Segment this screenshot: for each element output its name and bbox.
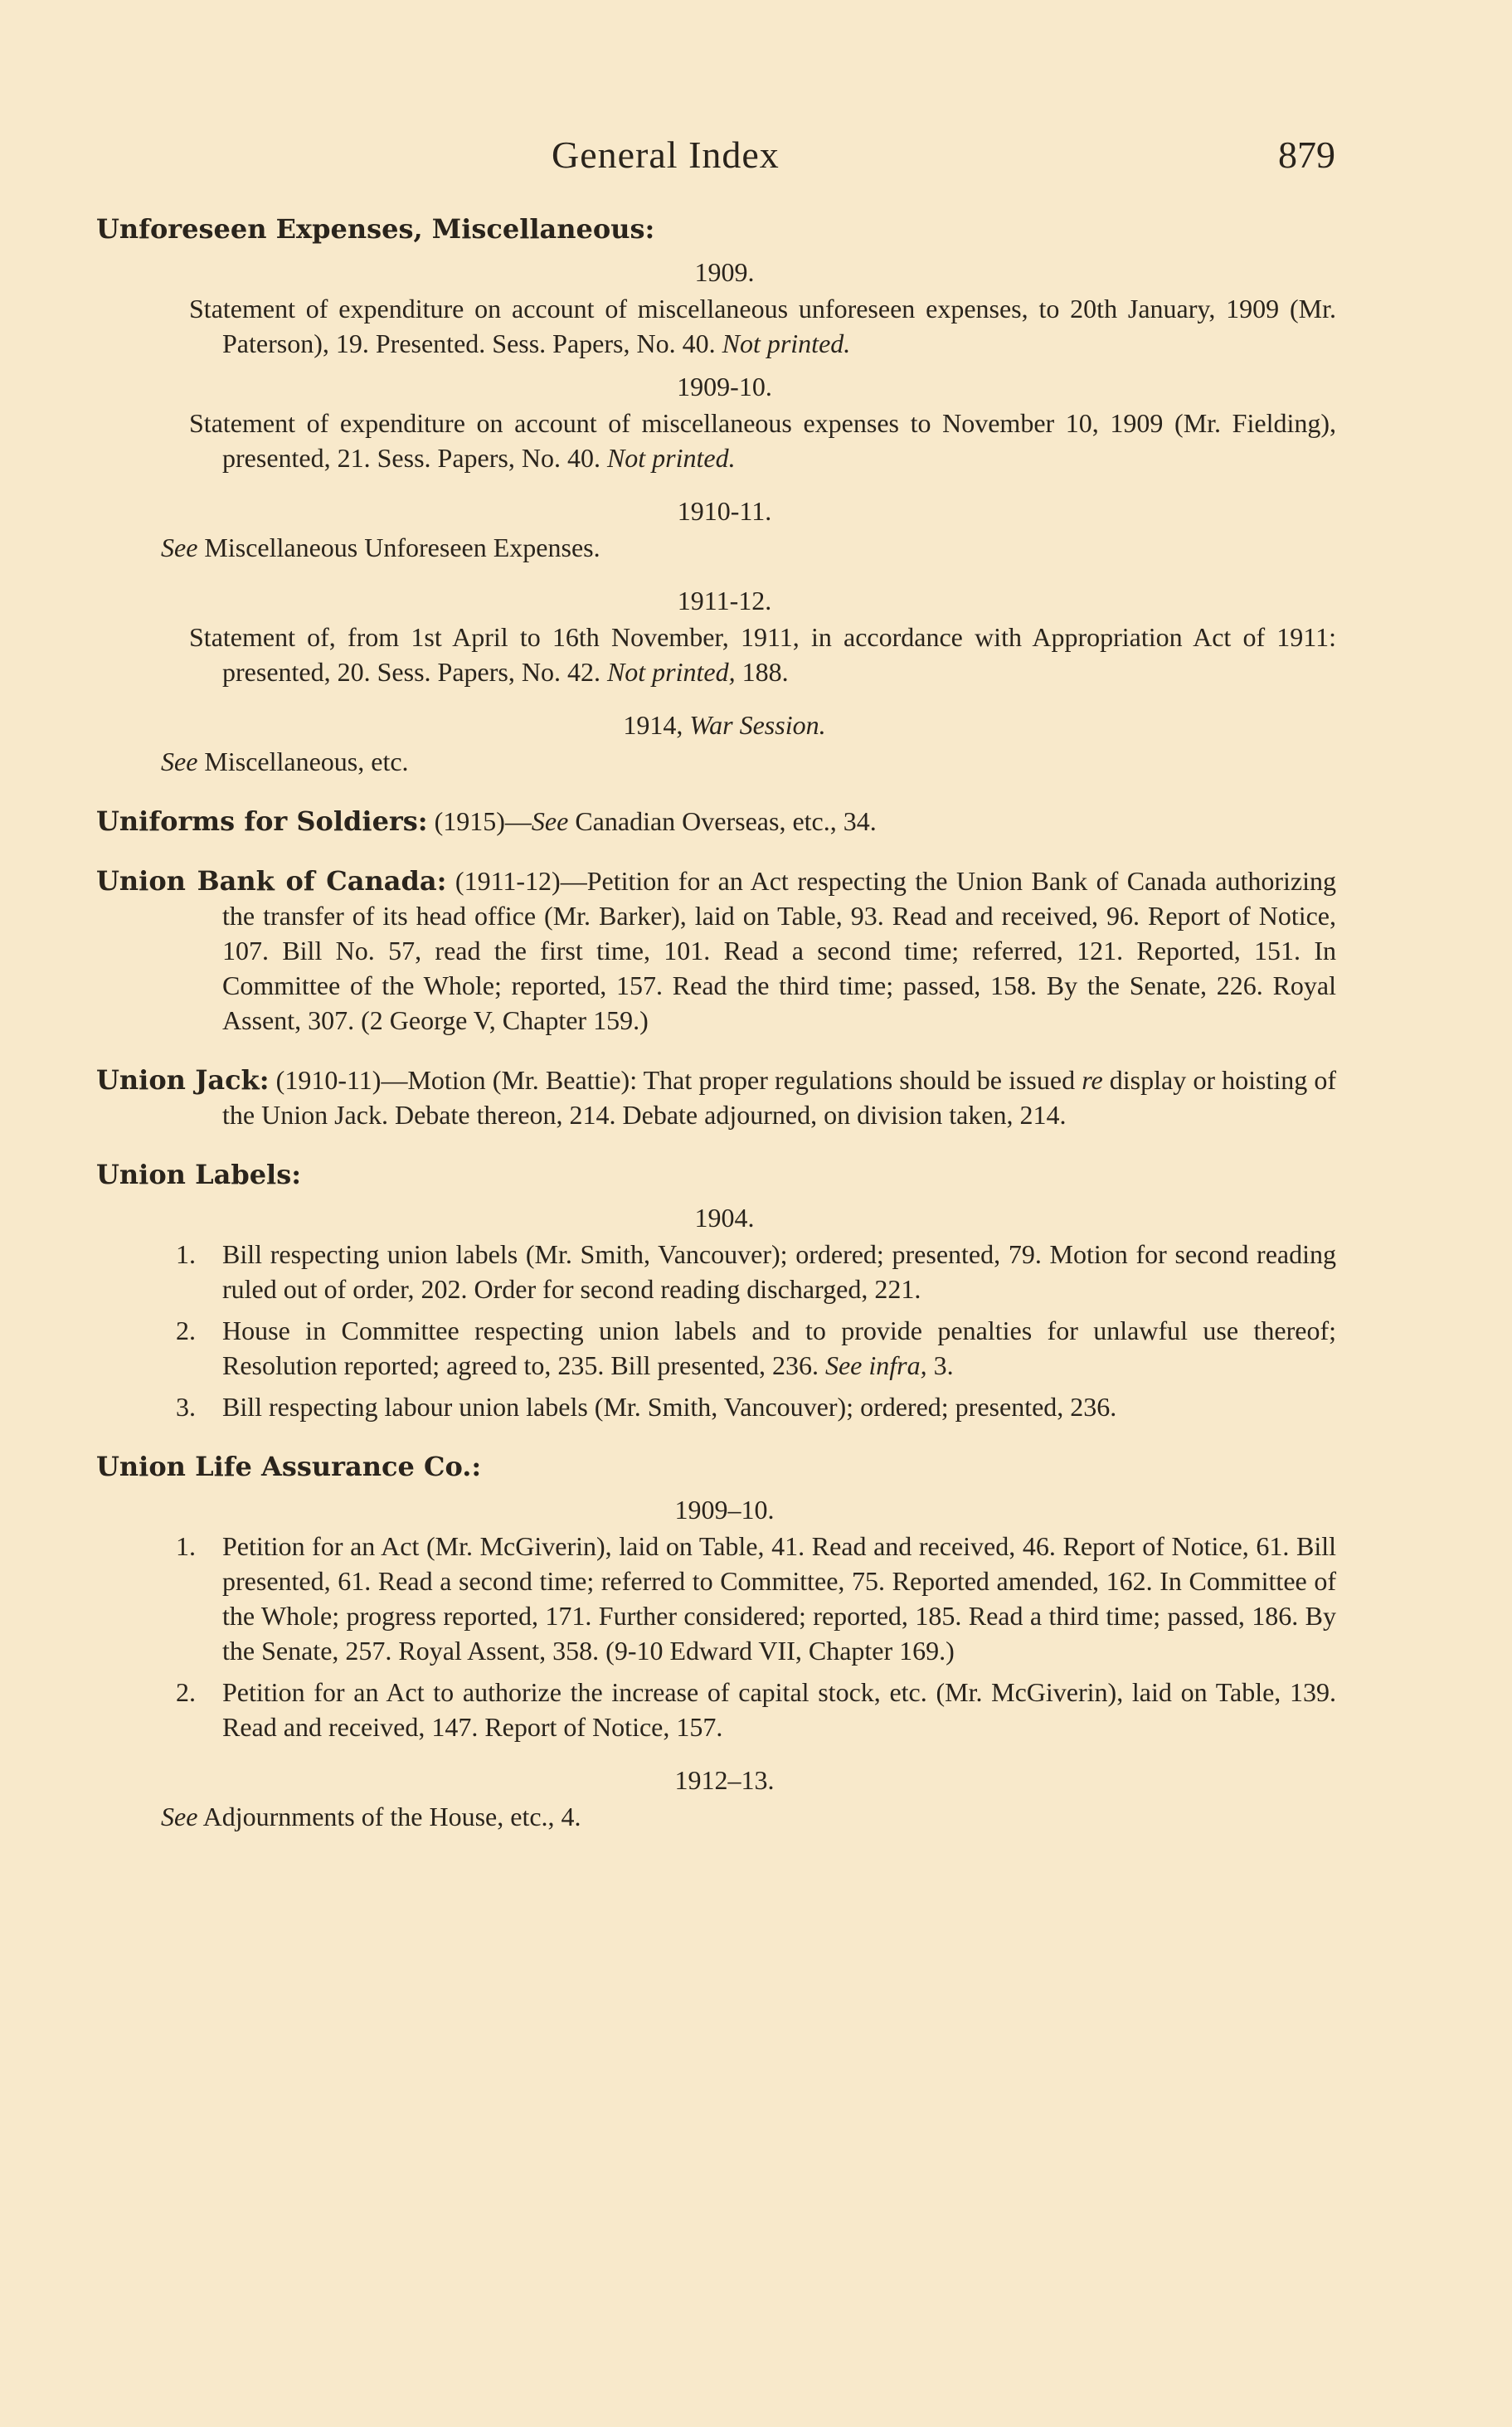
entry-text: (1911-12)—Petition for an Act respecting the Union Bank of Canada authorizing the transfer of its head office (Mr. Barker), laid on Table, 93. Read and received, 96. Report of Notice, 107. Bill No. 57, read the first time, 101. Read a second time; referred, 121. Reported, 151. In Committee of the Whole; reported, 157. Read the third time; passed, 158. By the Senate, 226. Royal Assent, 307. (2 George V, Chapter 159.) <box>222 866 1337 1035</box>
year-label: 1911-12. <box>677 586 772 615</box>
paragraph-italic: Not printed, <box>606 657 736 687</box>
index-paragraph <box>96 620 1336 689</box>
paragraph-text: Statement of, from 1st April to 16th November, 1911, in accordance with Appropriation Act of 1911: presented, 20. Sess. Papers, No. 42. <box>189 622 1336 687</box>
item-text: House in Committee respecting union labels and to provide penalties for unlawful use thereof; Resolution reported; agreed to, 235. Bill presented, 236. <box>222 1316 1336 1380</box>
entry-union-labels <box>96 1157 1336 1424</box>
entry-uniforms-for-soldiers <box>96 804 1336 839</box>
item-number: 3. <box>176 1392 196 1422</box>
entry-heading: Union Labels: <box>96 1159 302 1190</box>
year-label: 1910-11. <box>677 496 772 526</box>
year-label: 1909–10. <box>674 1495 775 1525</box>
item-number: 1. <box>176 1531 196 1561</box>
year-italic: War Session. <box>689 710 826 740</box>
index-paragraph <box>96 291 1336 361</box>
see-word: See <box>161 747 198 776</box>
item-text: Bill respecting union labels (Mr. Smith, Vancouver); ordered; presented, 79. Motion for second reading ruled out of order, 202. Order for second reading discharged, 221. <box>222 1239 1336 1304</box>
see-text: Miscellaneous Unforeseen Expenses. <box>197 533 600 562</box>
entry-text: (1910-11)—Motion (Mr. Beattie): That proper regulations should be issued <box>269 1065 1082 1095</box>
numbered-item <box>96 1313 1336 1383</box>
index-content <box>96 212 1336 1834</box>
entry-union-jack <box>96 1063 1336 1132</box>
entry-union-bank-of-canada <box>96 863 1336 1038</box>
entry-text: Canadian Overseas, etc., 34. <box>568 806 877 836</box>
item-tail: 3. <box>926 1350 954 1380</box>
see-reference <box>96 530 1336 565</box>
paragraph-tail: 188. <box>735 657 789 687</box>
item-text: Petition for an Act (Mr. McGiverin), laid on Table, 41. Read and received, 46. Report of Notice, 61. Bill presented, 61. Read a second time; referred to Committee, 75. Reported amended, 162. In Committee of the Whole; progress reported, 171. Further considered; reported, 185. Read a third time; passed, 186. By the Senate, 257. Royal Assent, 358. (9-10 Edward VII, Chapter 169.) <box>222 1531 1336 1666</box>
numbered-item <box>96 1237 1336 1306</box>
year-label <box>96 708 1336 742</box>
year-label: 1904. <box>694 1203 755 1233</box>
see-word: See <box>531 806 569 836</box>
year-label: 1909. <box>694 257 755 287</box>
page-number: 879 <box>1278 134 1335 176</box>
paragraph-text: Statement of expenditure on account of miscellaneous expenses to November 10, 1909 (Mr. Fielding), presented, 21. Sess. Papers, No. 40. <box>189 408 1336 473</box>
item-number: 2. <box>176 1316 196 1345</box>
item-number: 1. <box>176 1239 196 1269</box>
numbered-item <box>96 1529 1336 1668</box>
see-reference <box>96 744 1336 779</box>
paragraph-italic: Not printed. <box>606 443 736 473</box>
see-text: Adjournments of the House, etc., 4. <box>197 1802 581 1831</box>
running-head <box>162 133 1335 191</box>
item-text: Petition for an Act to authorize the increase of capital stock, etc. (Mr. McGiverin), laid on Table, 139. Read and received, 147. Report of Notice, 157. <box>222 1677 1336 1742</box>
see-text: Miscellaneous, etc. <box>197 747 409 776</box>
numbered-item <box>96 1675 1336 1744</box>
item-number: 2. <box>176 1677 196 1707</box>
entry-heading: Union Bank of Canada: <box>96 865 447 897</box>
year-text: 1914, <box>623 710 683 740</box>
index-paragraph <box>96 406 1336 475</box>
entry-text: (1915)— <box>427 806 532 836</box>
numbered-item <box>96 1389 1336 1424</box>
entry-text: display or hoisting of the Union Jack. Debate thereon, 214. Debate adjourned, on division taken, 214. <box>222 1065 1337 1130</box>
paragraph-italic: Not printed. <box>722 328 851 358</box>
item-italic: See infra, <box>824 1350 927 1380</box>
year-label: 1912–13. <box>674 1765 775 1795</box>
entry-heading: Union Life Assurance Co.: <box>96 1451 482 1482</box>
see-reference <box>96 1799 1336 1834</box>
entry-heading: Union Jack: <box>96 1064 270 1096</box>
entry-union-life-assurance <box>96 1449 1336 1834</box>
year-label: 1909-10. <box>677 372 772 401</box>
entry-heading: Uniforms for Soldiers: <box>96 805 428 837</box>
item-text: Bill respecting labour union labels (Mr. Smith, Vancouver); ordered; presented, 236. <box>222 1392 1117 1422</box>
paragraph-text: Statement of expenditure on account of miscellaneous unforeseen expenses, to 20th January, 1909 (Mr. Paterson), 19. Presented. Sess. Papers, No. 40. <box>189 294 1336 358</box>
see-word: See <box>161 1802 198 1831</box>
entry-unforeseen-expenses <box>96 212 1336 779</box>
see-word: See <box>161 533 198 562</box>
entry-heading: Unforeseen Expenses, Miscellaneous: <box>96 213 655 245</box>
running-title: General Index <box>552 134 780 176</box>
entry-italic: re <box>1082 1065 1103 1095</box>
